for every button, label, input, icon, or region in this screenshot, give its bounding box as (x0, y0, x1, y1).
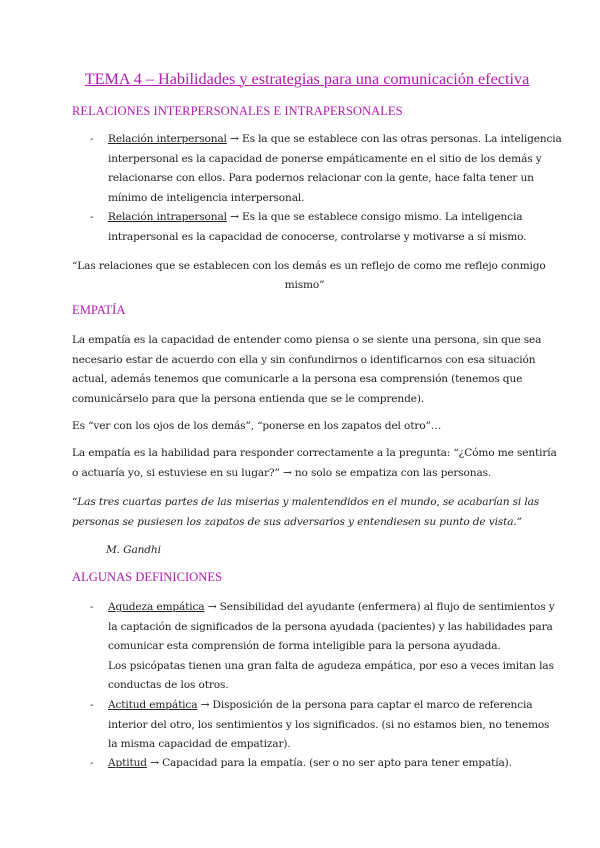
term-label: Relación interpersonal (108, 133, 227, 145)
list-item-aptitud (108, 754, 512, 774)
text-line: interpersonal es la capacidad de ponerse empáticamente en el sitio de los demás y (108, 152, 542, 165)
text-line: mínimo de inteligencia interpersonal. (108, 191, 305, 204)
arrow-symbol: → (204, 601, 220, 613)
list-item-relacion-intrapersonal (108, 208, 522, 228)
list-item-relacion-interpersonal (108, 130, 562, 150)
text-line: intrapersonal es la capacidad de conocerse, controlarse y motivarse a sí mismo. (108, 230, 527, 243)
text-line: conductas de los otros. (108, 679, 229, 692)
definition-text: Disposición de la persona para captar el marco de referencia (212, 699, 533, 711)
term-label: Agudeza empática (108, 601, 205, 613)
section-heading-definiciones: ALGUNAS DEFINICIONES (72, 570, 223, 584)
section-heading-relaciones: RELACIONES INTERPERSONALES E INTRAPERSONALES (72, 104, 403, 118)
list-bullet: - (90, 211, 94, 223)
section-heading-empatia: EMPATÍA (72, 303, 126, 317)
text-line: relacionarse con ellos. Para podernos relacionar con la gente, hace falta tener un (108, 172, 534, 185)
definition-text: Capacidad para la empatía. (ser o no ser apto para tener empatía). (162, 757, 512, 769)
quote-line: mismo” (284, 279, 325, 291)
list-item-agudeza-empatica (108, 598, 555, 618)
text-line: la misma capacidad de empatizar). (108, 738, 291, 751)
gandhi-quote-line: personas se pusiesen los zapatos de sus adversarios y entendiesen su punto de vista.” (72, 515, 522, 528)
paragraph-line: actual, además tenemos que comunicarle a la persona esa comprensión (tenemos que (72, 373, 523, 386)
term-label: Aptitud (108, 757, 147, 769)
list-bullet: - (90, 601, 94, 613)
text-line: comunicar esta comprensión de forma inteligible para la persona ayudada. (108, 640, 501, 653)
arrow-symbol: → (197, 699, 213, 711)
paragraph-line: La empatía es la capacidad de entender como piensa o se siente una persona, sin que sea (72, 334, 542, 346)
list-item-actitud-empatica (108, 696, 532, 716)
gandhi-quote-line: “Las tres cuartas partes de las miserias y malentendidos en el mundo, se acabarían si las (72, 496, 540, 508)
paragraph-line: o actuaría yo, si estuviese en su lugar?” → no solo se empatiza con las personas. (72, 466, 492, 479)
arrow-symbol: → (226, 133, 242, 145)
paragraph-line: comunicárselo para que la persona entienda que se le comprende). (72, 392, 425, 405)
arrow-symbol: → (226, 211, 243, 223)
quote-author: M. Gandhi (106, 544, 161, 556)
term-label: Relación intrapersonal (108, 211, 227, 223)
text-line: Los psicópatas tienen una gran falta de agudeza empática, por eso a veces imitan las (108, 659, 554, 672)
list-bullet: - (90, 133, 94, 145)
list-bullet: - (90, 699, 94, 711)
document-title: TEMA 4 – Habilidades y estrategias para una comunicación efectiva (84, 70, 530, 88)
definition-text: Es la que se establece con las otras personas. La inteligencia (241, 133, 562, 145)
text-line: la captación de significados de la persona ayudada (pacientes) y las habilidades para (108, 620, 553, 633)
list-bullet: - (90, 757, 94, 769)
definition-text: Sensibilidad del ayudante (enfermera) al flujo de sentimientos y (219, 601, 555, 613)
text-line: interior del otro, los sentimientos y los significados. (si no estamos bien, no tenemos (108, 718, 550, 731)
term-label: Actitud empática (108, 699, 198, 711)
quote-line: “Las relaciones que se establecen con los demás es un reflejo de como me reflejo conmigo (72, 260, 546, 272)
paragraph-line: La empatía es la habilidad para responder correctamente a la pregunta: “¿Cómo me sentiría (72, 447, 557, 459)
definition-text: Es la que se establece consigo mismo. La inteligencia (242, 211, 523, 223)
paragraph-line: necesario estar de acuerdo con ella y sin confundirnos o identificarnos con esa situación (72, 353, 536, 366)
arrow-symbol: → (146, 757, 163, 769)
paragraph-line: Es “ver con los ojos de los demás”, “ponerse en los zapatos del otro”… (72, 420, 442, 432)
